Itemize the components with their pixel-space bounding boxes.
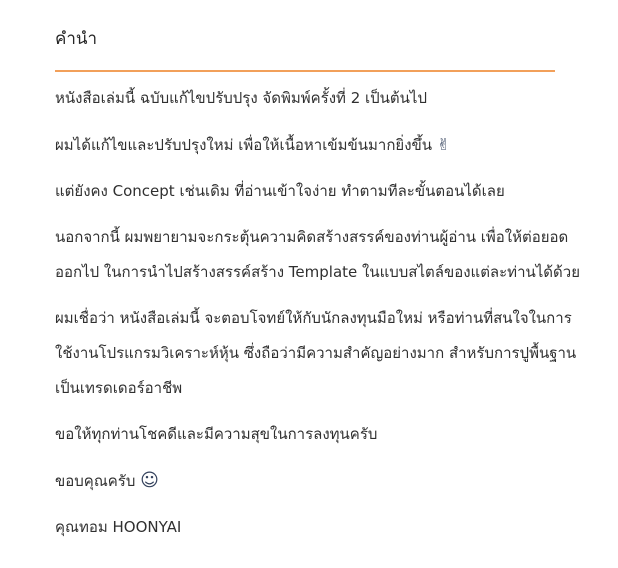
author-signature	[55, 510, 595, 545]
paragraph-creativity-note	[55, 220, 595, 290]
paragraph-revision-note	[55, 127, 595, 163]
paragraph-thanks	[55, 463, 595, 499]
smiley-face-icon: ☺	[140, 470, 159, 491]
victory-hand-icon: ✌	[436, 135, 451, 154]
paragraph-line: ผมเชื่อว่า หนังสือเล่มนี้ จะตอบโจทย์ให้กับนักลงทุนมือใหม่ หรือท่านที่สนใจในการ	[55, 309, 572, 327]
title-underline-rule	[55, 70, 555, 72]
paragraph-text: หนังสือเล่มนี้ ฉบับแก้ไขปรับปรุง จัดพิมพ์ครั้งที่ 2 เป็นต้นไป	[55, 89, 427, 107]
paragraph-line: ออกไป ในการนำไปสร้างสรรค์สร้าง Template ในแบบสไตล์ของแต่ละท่านได้ด้วย	[55, 263, 580, 281]
paragraph-target-audience	[55, 301, 595, 406]
paragraph-line: เป็นเทรดเดอร์อาชีพ	[55, 379, 183, 397]
paragraph-line: ใช้งานโปรแกรมวิเคราะห์หุ้น ซึ่งถือว่ามีความสำคัญอย่างมาก สำหรับการปูพื้นฐาน	[55, 344, 577, 362]
paragraph-edition-note	[55, 81, 595, 116]
paragraph-text: ขอให้ทุกท่านโชคดีและมีความสุขในการลงทุนครับ	[55, 425, 378, 443]
paragraph-well-wishes	[55, 417, 595, 452]
paragraph-text: แต่ยังคง Concept เช่นเดิม ที่อ่านเข้าใจง่าย ทำตามทีละขั้นตอนได้เลย	[55, 182, 505, 200]
paragraph-text: ผมได้แก้ไขและปรับปรุงใหม่ เพื่อให้เนื้อหาเข้มข้นมากยิ่งขึ้น	[55, 136, 433, 154]
author-name: คุณทอม HOONYAI	[55, 518, 182, 536]
paragraph-text: ขอบคุณครับ	[55, 472, 136, 490]
paragraph-line: นอกจากนี้ ผมพยายามจะกระตุ้นความคิดสร้างสรรค์ของท่านผู้อ่าน เพื่อให้ต่อยอด	[55, 228, 569, 246]
paragraph-concept-note	[55, 174, 595, 209]
page-title: คำนำ	[55, 29, 98, 49]
